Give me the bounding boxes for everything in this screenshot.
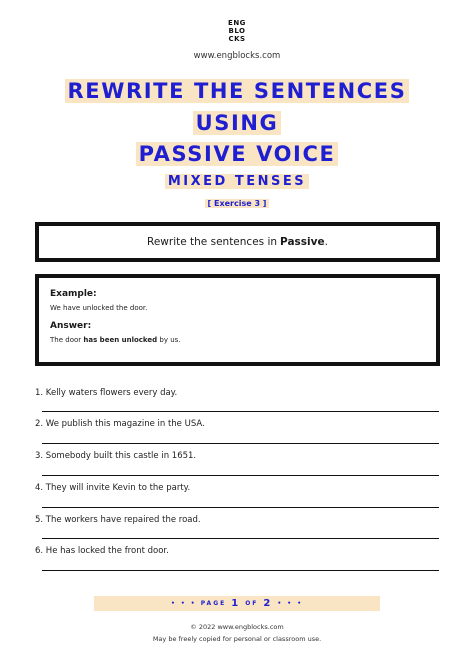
page-total: 2 <box>263 598 273 609</box>
answer-line-3[interactable] <box>42 475 439 476</box>
question-6: 6. He has locked the front door. <box>35 546 169 556</box>
answer-line-4[interactable] <box>42 507 439 508</box>
title-line-1 <box>0 77 474 105</box>
answer-label: Answer: <box>50 321 92 331</box>
answer-line-1[interactable] <box>42 411 439 412</box>
title-text-3: PASSIVE VOICE <box>136 142 339 166</box>
subtitle <box>0 170 474 189</box>
page-number: 1 <box>231 598 241 609</box>
logo-line-3: CKS <box>228 35 246 43</box>
answer-line-5[interactable] <box>42 538 439 539</box>
answer-line-2[interactable] <box>42 443 439 444</box>
title-line-3 <box>0 140 474 168</box>
example-label: Example: <box>50 289 97 299</box>
instruction-end: . <box>324 236 328 248</box>
instruction-box <box>35 222 440 262</box>
exercise-text: [ Exercise 3 ] <box>205 199 270 208</box>
question-1: 1. Kelly waters flowers every day. <box>35 388 178 398</box>
logo-line-2: BLO <box>228 27 246 35</box>
title-text-2: USING <box>193 111 282 135</box>
answer-bold: has been unlocked <box>83 336 158 344</box>
answer-pre: The door <box>50 336 82 344</box>
title-line-2 <box>0 109 474 137</box>
instruction-text: Rewrite the sentences in <box>147 236 278 248</box>
answer-sentence <box>50 336 425 344</box>
website-url: www.engblocks.com <box>193 51 281 61</box>
engblocks-logo <box>225 19 249 43</box>
example-sentence: We have unlocked the door. <box>50 304 148 312</box>
exercise-label <box>0 191 474 210</box>
instruction-bold: Passive <box>280 236 325 248</box>
page-indicator <box>94 596 380 611</box>
usage-note: May be freely copied for personal or classroom use. <box>152 635 322 643</box>
of-word: OF <box>245 600 259 607</box>
answer-post: by us. <box>159 336 181 344</box>
example-box <box>35 274 440 366</box>
question-4: 4. They will invite Kevin to the party. <box>35 483 191 493</box>
answer-line-6[interactable] <box>42 570 439 571</box>
question-3: 3. Somebody built this castle in 1651. <box>35 451 197 461</box>
question-2: 2. We publish this magazine in the USA. <box>35 419 205 429</box>
copyright: © 2022 www.engblocks.com <box>190 623 284 631</box>
subtitle-text: MIXED TENSES <box>165 174 309 189</box>
logo-line-1: ENG <box>228 19 246 27</box>
title-text-1: REWRITE THE SENTENCES <box>65 79 410 103</box>
page-word: • • • PAGE <box>170 600 227 607</box>
page-trail: • • • <box>277 600 304 607</box>
question-5: 5. The workers have repaired the road. <box>35 515 201 525</box>
